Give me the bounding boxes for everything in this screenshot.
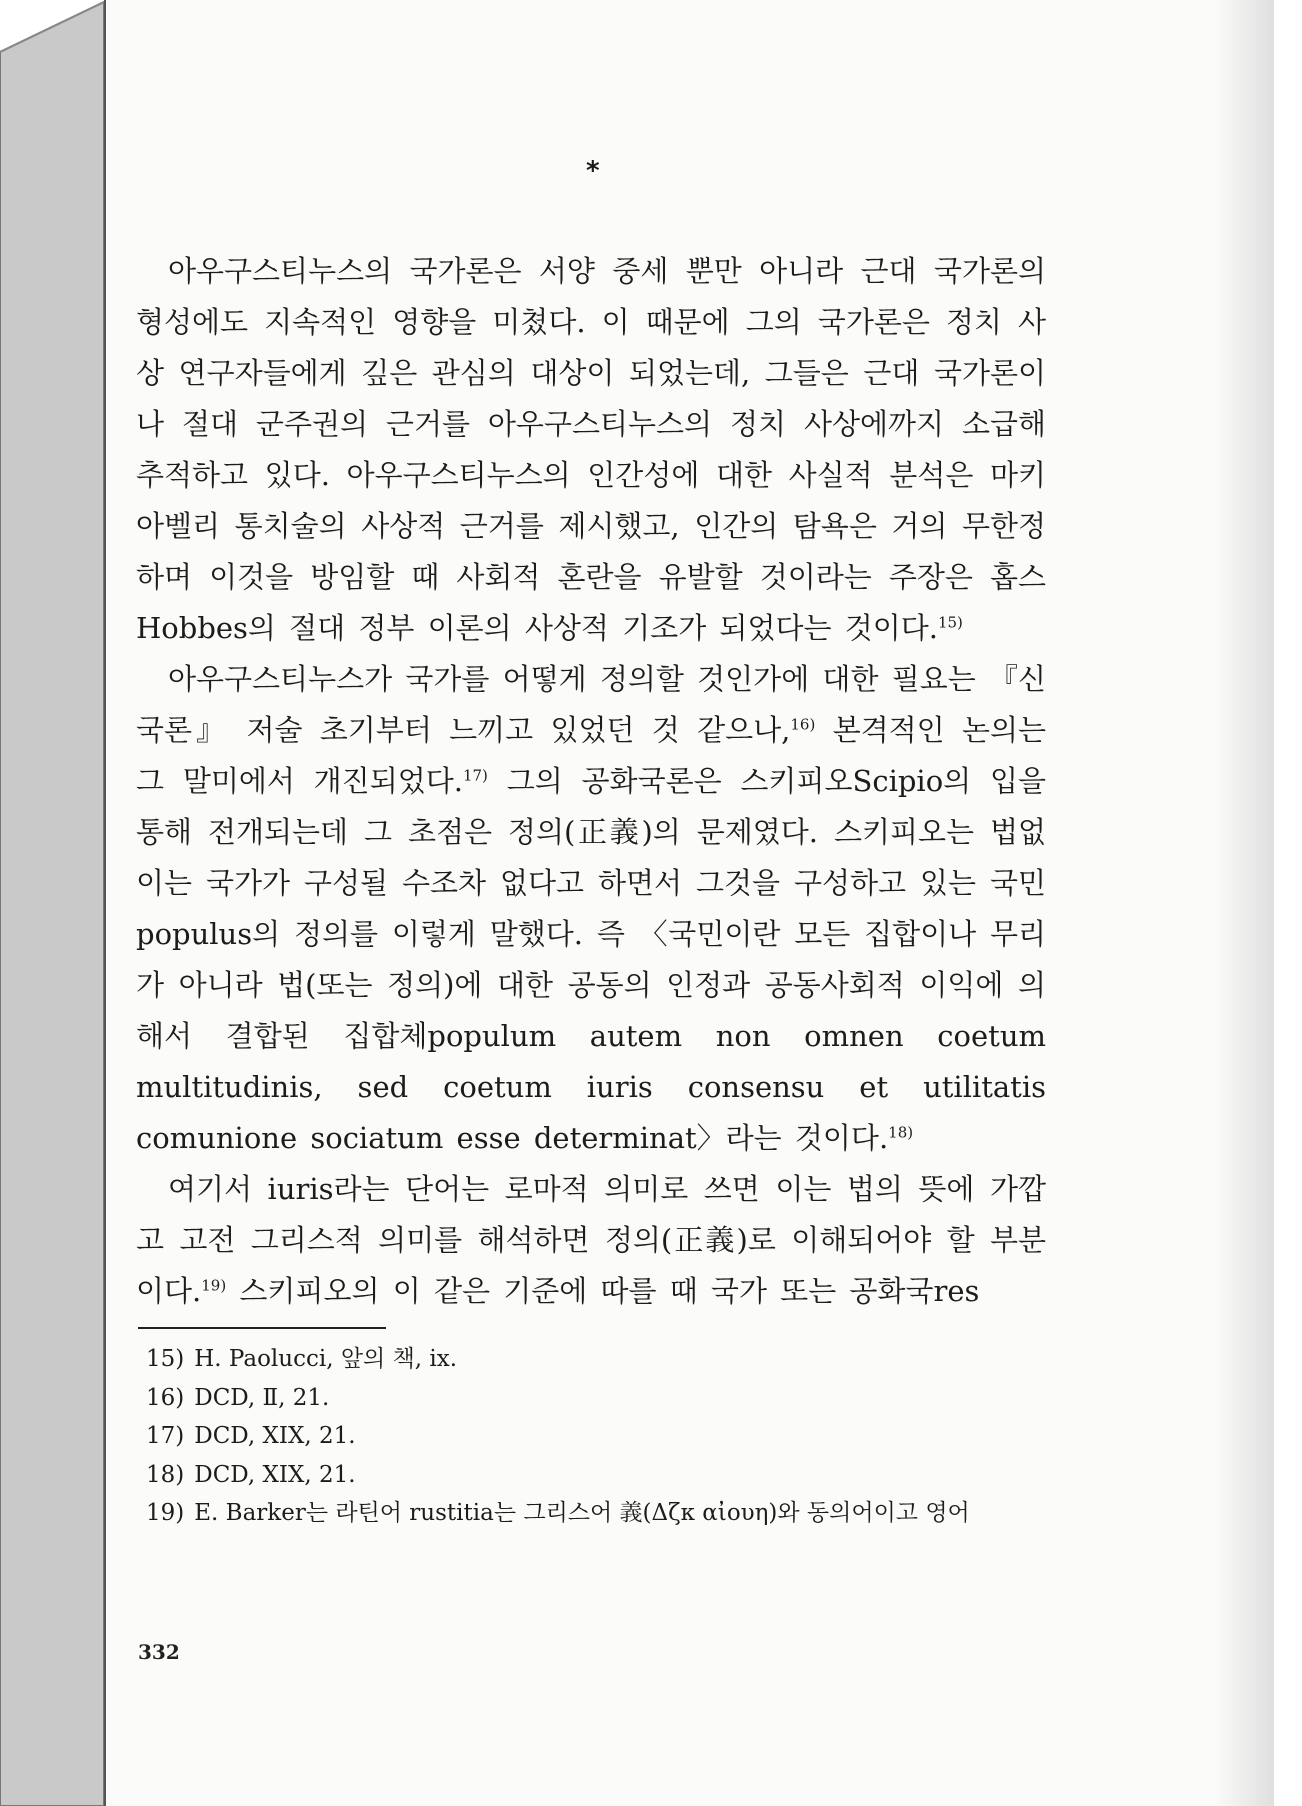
book-spine <box>0 0 110 1806</box>
footnote-text: DCD, XIX, 21. <box>194 1423 356 1449</box>
footnote <box>146 1417 1046 1456</box>
footnote <box>146 1456 1046 1495</box>
footnote-number: 18) <box>146 1461 185 1488</box>
footnote-reference: 19) <box>201 1276 227 1295</box>
page-number: 332 <box>138 1640 180 1664</box>
body-text <box>136 246 1046 1317</box>
section-ornament: * <box>586 156 600 186</box>
footnote <box>146 1494 1046 1533</box>
paragraph <box>136 654 1046 1164</box>
footnote-text: DCD, XIX, 21. <box>194 1461 356 1488</box>
footnote-text: DCD, Ⅱ, 21. <box>194 1384 330 1411</box>
footnote-reference: 18) <box>888 1123 914 1142</box>
page-edge-shadow <box>1214 0 1274 1806</box>
footnote-rule <box>138 1327 386 1329</box>
footnote-text: H. Paolucci, 앞의 책, ix. <box>194 1346 458 1372</box>
paragraph-text: 아우구스티누스가 국가를 어떻게 정의할 것인가에 대한 필요는 『신국론』 저술 초기부터 느끼고 있었던 것 같으나, <box>136 662 1046 747</box>
footnote-reference: 16) <box>790 715 816 734</box>
footnote-reference: 15) <box>937 613 963 632</box>
footnote-reference: 17) <box>462 766 488 785</box>
footnote-number: 16) <box>146 1384 185 1411</box>
footnote-text: E. Barker는 라틴어 rustitia는 그리스어 義(Δζκ αἰουη)와 동의어이고 영어 <box>194 1500 970 1526</box>
paragraph <box>136 246 1046 654</box>
paragraph-text: 아우구스티누스의 국가론은 서양 중세 뿐만 아니라 근대 국가론의 형성에도 지속적인 영향을 미쳤다. 이 때문에 그의 국가론은 정치 사상 연구자들에게 깊은 관심의 대상이 되었는데, 그들은 근대 국가론이나 절대 군주권의 근거를 아우구스티누스의 정치 사상에까지 소급해 추적하고 있다. 아우구스티누스의 인간성에 대한 사실적 분석은 마키아벨리 통치술의 사상적 근거를 제시했고, 인간의 탐욕은 거의 무한정하며 이것을 방임할 때 사회적 혼란을 유발할 것이라는 주장은 홉스Hobbes의 절대 정부 이론의 사상적 기조가 되었다는 것이다. <box>136 254 1046 645</box>
paragraph <box>136 1164 1046 1317</box>
paragraph-text: 본격적인 논의는 그 말미에서 개진되었다. <box>136 713 1046 798</box>
paragraph-text: 스키피오의 이 같은 기준에 따를 때 국가 또는 공화국res <box>226 1274 980 1308</box>
footnote-number: 19) <box>146 1500 185 1526</box>
footnote-list <box>146 1340 1046 1533</box>
footnote-number: 15) <box>146 1346 185 1372</box>
footnote <box>146 1379 1046 1418</box>
paragraph-text: 그의 공화국론은 스키피오Scipio의 입을 통해 전개되는데 그 초점은 정의(正義)의 문제였다. 스키피오는 법없이는 국가가 구성될 수조차 없다고 하면서 그것을 구성하고 있는 국민populus의 정의를 이렇게 말했다. 즉 〈국민이란 모든 집합이나 무리가 아니라 법(또는 정의)에 대한 공동의 인정과 공동사회적 이익에 의해서 결합된 집합체populum autem non omnen coetum multitudinis, sed coetum iuris consensu et utilitatis comunione sociatum esse determinat〉라는 것이다. <box>136 764 1046 1155</box>
paragraph-text: 여기서 iuris라는 단어는 로마적 의미로 쓰면 이는 법의 뜻에 가깝고 고전 그리스적 의미를 해석하면 정의(正義)로 이해되어야 할 부분이다. <box>136 1172 1046 1308</box>
footnote <box>146 1340 1046 1379</box>
footnote-number: 17) <box>146 1423 185 1449</box>
